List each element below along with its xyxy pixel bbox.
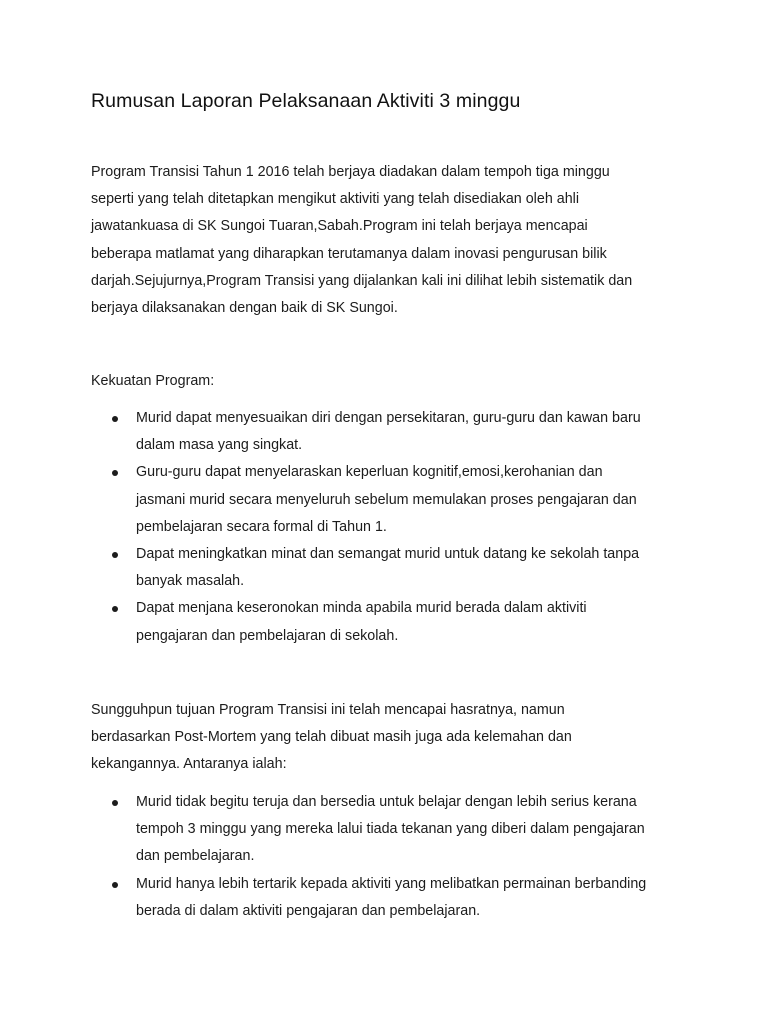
bullet-icon (112, 800, 118, 806)
intro-paragraph (91, 159, 681, 322)
bullet-icon (112, 882, 118, 888)
intro-line: Program Transisi Tahun 1 2016 telah berjaya diadakan dalam tempoh tiga minggu (91, 164, 610, 180)
strengths-heading (91, 368, 681, 395)
bullet-icon (112, 416, 118, 422)
list-item (91, 541, 691, 595)
list-item-line: berada di dalam aktiviti pengajaran dan pembelajaran. (136, 902, 481, 919)
list-item (91, 595, 691, 649)
list-item-line: Guru-guru dapat menyelaraskan keperluan kognitif,emosi,kerohanian dan (136, 464, 603, 481)
list-item-line: jasmani murid secara menyeluruh sebelum memulakan proses pengajaran dan (136, 491, 637, 508)
list-item-line: Murid hanya lebih tertarik kepada aktiviti yang melibatkan permainan berbanding (136, 875, 647, 892)
bullet-icon (112, 606, 118, 612)
list-item (91, 789, 691, 871)
list-item (91, 405, 691, 459)
list-item-line: Murid dapat menyesuaikan diri dengan persekitaran, guru-guru dan kawan baru (136, 410, 641, 426)
page-title: Rumusan Laporan Pelaksanaan Aktiviti 3 minggu (91, 90, 521, 112)
list-item-line: tempoh 3 minggu yang mereka lalui tiada tekanan yang diberi dalam pengajaran (136, 821, 645, 838)
list-item (91, 871, 691, 925)
intro-line: beberapa matlamat yang diharapkan terutamanya dalam inovasi pengurusan bilik (91, 245, 607, 262)
weakness-intro-paragraph (91, 697, 681, 779)
list-item-line: pengajaran dan pembelajaran di sekolah. (136, 627, 399, 644)
intro-line: jawatankuasa di SK Sungoi Tuaran,Sabah.Program ini telah berjaya mencapai (91, 218, 588, 235)
strengths-heading-text: Kekuatan Program: (91, 373, 215, 389)
list-item-line: banyak masalah. (136, 573, 245, 590)
weakness-intro-line: berdasarkan Post-Mortem yang telah dibuat masih juga ada kelemahan dan (91, 729, 572, 746)
intro-line: darjah.Sejujurnya,Program Transisi yang dijalankan kali ini dilihat lebih sistematik dan (91, 272, 633, 289)
bullet-icon (112, 552, 118, 558)
list-item-line: Murid tidak begitu teruja dan bersedia untuk belajar dengan lebih serius kerana (136, 794, 637, 810)
bullet-icon (112, 470, 118, 476)
weakness-intro-line: Sungguhpun tujuan Program Transisi ini telah mencapai hasratnya, namun (91, 702, 565, 718)
list-item (91, 459, 691, 541)
weakness-intro-line: kekangannya. Antaranya ialah: (91, 756, 287, 773)
intro-line: seperti yang telah ditetapkan mengikut aktiviti yang telah disediakan oleh ahli (91, 191, 579, 208)
list-item-line: dalam masa yang singkat. (136, 437, 303, 454)
strengths-list (91, 405, 691, 650)
intro-line: berjaya dilaksanakan dengan baik di SK Sungoi. (91, 300, 398, 317)
list-item-line: dan pembelajaran. (136, 848, 255, 865)
list-item-line: Dapat meningkatkan minat dan semangat murid untuk datang ke sekolah tanpa (136, 546, 640, 563)
weaknesses-list (91, 789, 691, 925)
list-item-line: pembelajaran secara formal di Tahun 1. (136, 518, 387, 535)
list-item-line: Dapat menjana keseronokan minda apabila murid berada dalam aktiviti (136, 600, 587, 617)
